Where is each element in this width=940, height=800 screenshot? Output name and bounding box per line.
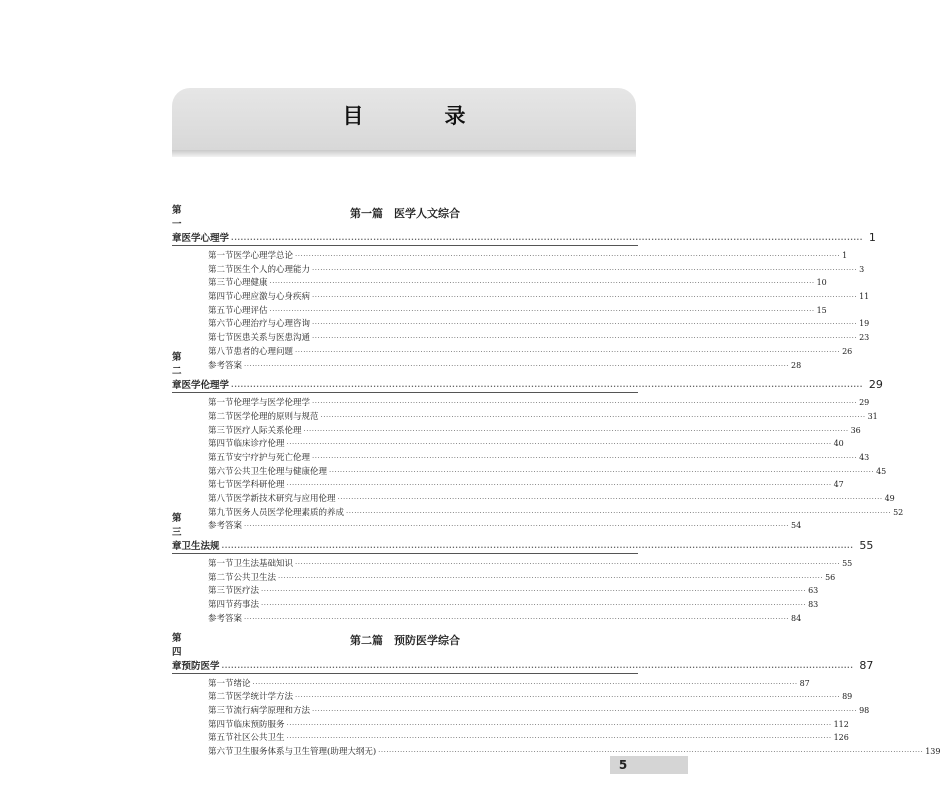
dot-leader: ········································································································································································································ bbox=[244, 361, 790, 370]
dot-leader: ········································································································································································································ bbox=[337, 495, 883, 503]
section-number: 第四节 bbox=[208, 719, 234, 730]
section-title: 医学统计学方法 bbox=[233, 692, 294, 703]
section-number: 第二节 bbox=[208, 264, 234, 275]
part-heading: 第二篇 预防医学综合 bbox=[350, 633, 460, 647]
table-of-contents bbox=[172, 205, 940, 763]
section-row[interactable] bbox=[172, 598, 819, 612]
section-row[interactable] bbox=[172, 718, 849, 732]
section-title: 参考答案 bbox=[208, 521, 243, 532]
dot-leader: ········································································································································································································ bbox=[295, 252, 841, 260]
section-title: 医学科研伦理 bbox=[233, 480, 285, 491]
section-number: 第三节 bbox=[208, 425, 234, 436]
dot-leader: ········································································································································································································ bbox=[295, 693, 841, 702]
section-title: 医生个人的心理能力 bbox=[233, 264, 311, 275]
section-number: 第九节 bbox=[208, 507, 234, 518]
dot-leader: ········································································································································································································ bbox=[286, 734, 832, 743]
section-title: 卫生法基础知识 bbox=[233, 559, 294, 570]
dot-leader: ········································································································································································································ bbox=[312, 453, 858, 462]
section-number: 第五节 bbox=[208, 452, 234, 463]
section-number: 第六节 bbox=[208, 319, 234, 330]
chapter-title: 医学心理学 bbox=[181, 233, 230, 244]
section-title: 医疗法 bbox=[233, 586, 260, 597]
section-page: 139 bbox=[925, 746, 940, 756]
chapter-page: 29 bbox=[868, 378, 883, 392]
section-title: 药事法 bbox=[233, 600, 260, 611]
section-page: 52 bbox=[893, 507, 904, 517]
section-title: 患者的心理问题 bbox=[233, 346, 294, 357]
dot-leader: ········································································································································································································ bbox=[231, 383, 863, 392]
section-page: 40 bbox=[833, 439, 844, 449]
section-number: 第六节 bbox=[208, 746, 234, 757]
dot-leader: ········································································································································································································ bbox=[378, 747, 924, 756]
chapter-number: 第二章 bbox=[172, 352, 182, 392]
section-page: 87 bbox=[799, 678, 810, 688]
section-page: 29 bbox=[859, 398, 870, 408]
section-number: 第八节 bbox=[208, 346, 234, 357]
section-row[interactable] bbox=[172, 478, 844, 492]
dot-leader: ········································································································································································································ bbox=[244, 522, 790, 531]
section-title: 心理健康 bbox=[233, 278, 268, 289]
dot-leader: ········································································································································································································ bbox=[278, 573, 824, 582]
section-number: 第二节 bbox=[208, 572, 234, 583]
dot-leader: ········································································································································································································ bbox=[295, 347, 841, 356]
dot-leader: ········································································································································································································ bbox=[269, 279, 815, 288]
section-row[interactable] bbox=[172, 745, 940, 759]
section-page: 98 bbox=[859, 705, 870, 715]
title-band-shadow bbox=[172, 150, 636, 157]
dot-leader: ········································································································································································································ bbox=[312, 334, 858, 343]
section-row[interactable] bbox=[172, 410, 878, 424]
section-row[interactable] bbox=[172, 492, 895, 506]
section-title: 流行病学原理和方法 bbox=[233, 705, 311, 716]
section-page: 36 bbox=[850, 425, 861, 435]
section-title: 医疗人际关系伦理 bbox=[233, 425, 302, 436]
section-row[interactable] bbox=[172, 571, 836, 585]
section-title: 心理评估 bbox=[233, 305, 268, 316]
answer-row[interactable] bbox=[172, 519, 802, 533]
section-title: 临床预防服务 bbox=[233, 719, 285, 730]
section-number: 第一节 bbox=[208, 251, 234, 261]
section-number: 第一节 bbox=[208, 398, 234, 409]
dot-leader: ········································································································································································································ bbox=[312, 265, 858, 274]
section-page: 43 bbox=[859, 452, 870, 462]
section-number: 第一节 bbox=[208, 678, 234, 689]
dot-leader: ········································································································································································································ bbox=[346, 508, 892, 517]
section-row[interactable] bbox=[172, 690, 853, 704]
dot-leader: ········································································································································································································ bbox=[221, 544, 854, 553]
chapter-number: 第一章 bbox=[172, 205, 182, 244]
section-number: 第三节 bbox=[208, 705, 234, 716]
section-title: 临床诊疗伦理 bbox=[233, 439, 285, 450]
page-number: 5 bbox=[618, 758, 628, 772]
section-page: 31 bbox=[867, 411, 878, 421]
section-row[interactable] bbox=[172, 557, 853, 571]
section-number: 第二节 bbox=[208, 692, 234, 703]
section-page: 55 bbox=[842, 559, 853, 569]
section-row[interactable] bbox=[172, 276, 827, 290]
section-title: 绪论 bbox=[233, 678, 251, 689]
section-page: 47 bbox=[833, 480, 844, 490]
section-title: 社区公共卫生 bbox=[233, 733, 285, 744]
section-row[interactable] bbox=[172, 263, 865, 277]
dot-leader: ········································································································································································································ bbox=[252, 679, 798, 688]
section-title: 医学新技术研究与应用伦理 bbox=[233, 494, 336, 504]
dot-leader: ········································································································································································································ bbox=[312, 399, 858, 408]
section-row[interactable] bbox=[172, 506, 904, 520]
section-page: 3 bbox=[859, 264, 865, 274]
section-page: 10 bbox=[816, 278, 827, 288]
section-page: 112 bbox=[833, 719, 849, 729]
section-row[interactable] bbox=[172, 437, 844, 451]
dot-leader: ········································································································································································································ bbox=[295, 560, 841, 569]
dot-leader: ········································································································································································································ bbox=[231, 236, 863, 244]
section-title: 公共卫生法 bbox=[233, 572, 277, 583]
chapter-page: 1 bbox=[868, 231, 876, 244]
section-number: 第六节 bbox=[208, 466, 234, 477]
section-number: 第七节 bbox=[208, 480, 234, 491]
chapter-title: 医学伦理学 bbox=[181, 380, 230, 392]
section-page: 63 bbox=[808, 586, 819, 596]
section-number: 第七节 bbox=[208, 333, 234, 344]
section-row[interactable] bbox=[172, 451, 870, 465]
chapter-page: 87 bbox=[859, 658, 874, 672]
section-number: 第一节 bbox=[208, 559, 234, 570]
answer-row[interactable] bbox=[172, 359, 802, 373]
section-row[interactable] bbox=[172, 465, 887, 479]
chapter-title: 卫生法规 bbox=[181, 541, 220, 553]
section-number: 第三节 bbox=[208, 278, 234, 289]
dot-leader: ········································································································································································································ bbox=[320, 412, 866, 421]
section-row[interactable] bbox=[172, 396, 870, 410]
section-number: 第五节 bbox=[208, 305, 234, 316]
chapter-number: 第三章 bbox=[172, 513, 182, 553]
section-title: 医务人员医学伦理素质的养成 bbox=[233, 507, 345, 518]
dot-leader: ········································································································································································································ bbox=[286, 440, 832, 449]
dot-leader: ········································································································································································································ bbox=[261, 601, 807, 610]
section-number: 第四节 bbox=[208, 600, 234, 611]
section-number: 第八节 bbox=[208, 494, 234, 504]
section-row[interactable] bbox=[172, 290, 870, 304]
section-title: 卫生服务体系与卫生管理(助理大纲无) bbox=[233, 746, 377, 757]
section-page: 56 bbox=[825, 572, 836, 582]
dot-leader: ········································································································································································································ bbox=[303, 426, 849, 435]
section-title: 安宁疗护与死亡伦理 bbox=[233, 452, 311, 463]
section-row[interactable] bbox=[172, 731, 849, 745]
dot-leader: ········································································································································································································ bbox=[261, 587, 807, 596]
section-title: 医学心理学总论 bbox=[233, 251, 294, 261]
section-page: 49 bbox=[884, 494, 895, 503]
dot-leader: ········································································································································································································ bbox=[269, 306, 815, 315]
section-number: 第四节 bbox=[208, 292, 234, 303]
dot-leader: ········································································································································································································ bbox=[312, 706, 858, 715]
section-page: 89 bbox=[842, 692, 853, 702]
page-title: 目 录 bbox=[342, 104, 496, 128]
section-title: 伦理学与医学伦理学 bbox=[233, 398, 311, 409]
section-page: 28 bbox=[791, 360, 802, 370]
part-heading: 第一篇 医学人文综合 bbox=[350, 207, 460, 220]
section-page: 23 bbox=[859, 333, 870, 343]
section-page: 84 bbox=[791, 613, 802, 623]
section-row[interactable] bbox=[172, 677, 810, 691]
section-row[interactable] bbox=[172, 317, 870, 331]
section-page: 83 bbox=[808, 600, 819, 610]
section-page: 26 bbox=[842, 346, 853, 356]
section-title: 参考答案 bbox=[208, 613, 243, 624]
section-number: 第三节 bbox=[208, 586, 234, 597]
section-title: 医学伦理的原则与规范 bbox=[233, 411, 319, 422]
section-row[interactable] bbox=[172, 424, 861, 438]
dot-leader: ········································································································································································································ bbox=[312, 293, 858, 302]
section-page: 1 bbox=[842, 251, 848, 260]
section-number: 第四节 bbox=[208, 439, 234, 450]
section-row[interactable] bbox=[172, 331, 870, 345]
section-row[interactable] bbox=[172, 704, 870, 718]
dot-leader: ········································································································································································································ bbox=[286, 481, 832, 490]
section-page: 19 bbox=[859, 319, 870, 329]
section-page: 15 bbox=[816, 305, 827, 315]
section-title: 心理应激与心身疾病 bbox=[233, 292, 311, 303]
dot-leader: ········································································································································································································ bbox=[329, 467, 875, 476]
section-number: 第二节 bbox=[208, 411, 234, 422]
dot-leader: ········································································································································································································ bbox=[312, 320, 858, 329]
section-page: 126 bbox=[833, 733, 849, 743]
section-row[interactable] bbox=[172, 249, 848, 263]
section-page: 11 bbox=[859, 292, 870, 302]
section-title: 参考答案 bbox=[208, 360, 243, 371]
section-row[interactable] bbox=[172, 584, 819, 598]
section-page: 54 bbox=[791, 521, 802, 531]
section-row[interactable] bbox=[172, 345, 853, 359]
chapter-number: 第四章 bbox=[172, 632, 182, 672]
section-title: 公共卫生伦理与健康伦理 bbox=[233, 466, 328, 477]
chapter-page: 55 bbox=[859, 539, 874, 553]
section-title: 医患关系与医患沟通 bbox=[233, 333, 311, 344]
answer-row[interactable] bbox=[172, 612, 802, 626]
dot-leader: ········································································································································································································ bbox=[221, 663, 854, 672]
chapter-title: 预防医学 bbox=[181, 660, 220, 672]
dot-leader: ········································································································································································································ bbox=[244, 614, 790, 623]
section-page: 45 bbox=[876, 466, 887, 476]
section-title: 心理治疗与心理咨询 bbox=[233, 319, 311, 330]
section-row[interactable] bbox=[172, 304, 827, 318]
section-number: 第五节 bbox=[208, 733, 234, 744]
dot-leader: ········································································································································································································ bbox=[286, 720, 832, 729]
